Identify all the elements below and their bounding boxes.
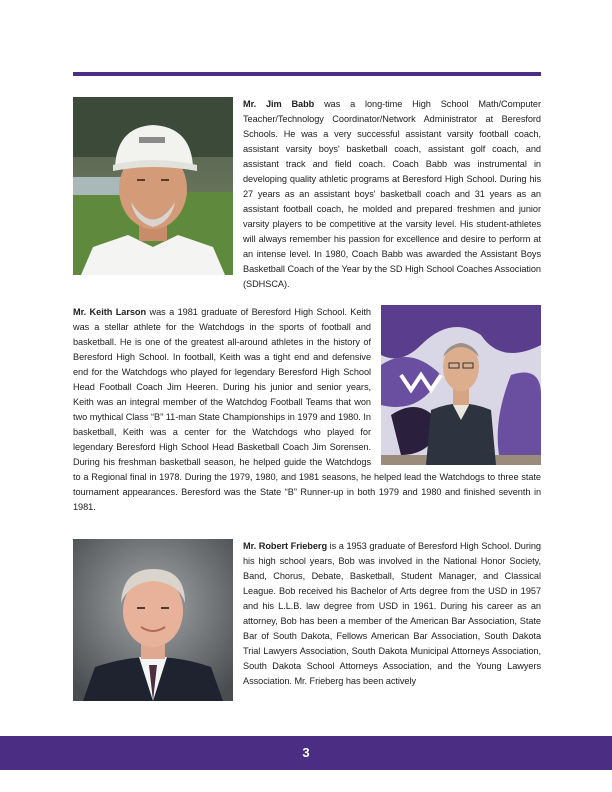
photo-jim-babb bbox=[73, 97, 233, 275]
bio-name: Mr. Jim Babb bbox=[243, 99, 315, 109]
photo-robert-frieberg bbox=[73, 539, 233, 701]
page-footer bbox=[0, 736, 612, 770]
bio-body: is a 1953 graduate of Beresford High School. During his high school years, Bob was involved in the National Honor Society, Band, Chorus, Debate, Basketball, Student Manager, and Classical League. Bob received his Bachelor of Arts degree from the USD in 1957 and his L.L.B. law degree from USD in 1961. During his career as an attorney, Bob has been a member of the American Bar Association, State Bar of South Dakota, Fellows American Bar Association, South Dakota Trial Lawyers Association, South Dakota Municipal Attorneys Association, South Dakota School Attorneys Association, and the Young Lawyers Association. Mr. Frieberg has been actively bbox=[243, 541, 541, 686]
page-number: 3 bbox=[302, 745, 310, 760]
bio-keith-larson bbox=[73, 305, 541, 515]
bio-name: Mr. Robert Frieberg bbox=[243, 541, 328, 551]
bio-body: was a long-time High School Math/Computer Teacher/Technology Coordinator/Network Administrator at Beresford Schools. He was a very successful assistant varsity football coach, assistant varsity boys' basketball coach, assistant golf coach, and assistant track and field coach. Coach Babb was instrumental in developing quality athletic programs at Beresford High School. During his 27 years as an assistant boys' basketball coach and 31 years as an assistant football coach, he molded and prepared freshmen and junior varsity players to be competitive at the varsity level. His student-athletes will always remember his passion for excellence and desire to perform at an intense level. In 1980, Coach Babb was awarded the Assistant Boys Basketball Coach of the Year by the SD High School Coaches Association (SDHSCA). bbox=[243, 99, 541, 289]
bio-jim-babb bbox=[73, 97, 541, 292]
photo-keith-larson bbox=[381, 305, 541, 465]
bio-name: Mr. Keith Larson bbox=[73, 307, 147, 317]
bio-robert-frieberg bbox=[73, 539, 541, 709]
bio-body: was a 1981 graduate of Beresford High School. Keith was a stellar athlete for the Watchdogs in the sports of football and basketball. He is one of the greatest all-around athletes in the history of Beresford High School. In football, Keith was a tight end and defensive end for the Watchdogs who played for legendary Beresford High School Head Football Coach Jim Heeren. During his junior and senior years, Keith was an integral member of the Watchdog Football Teams that won two mythical Class “B” 11-man State Championships in 1979 and 1980. In basketball, Keith was a center for the Watchdogs who played for legendary Beresford High School Head Basketball Coach Jim Sorensen. During his freshman basketball season, he helped guide the Watchdogs to a Regional final in 1978. During the 1979, 1980, and 1981 seasons, he helped lead the Watchdogs to three state tournament appearances. Beresford was the State “B” Runner-up in both 1979 and 1980 and finished seventh in 1981. bbox=[73, 307, 541, 512]
top-divider bbox=[73, 72, 541, 76]
